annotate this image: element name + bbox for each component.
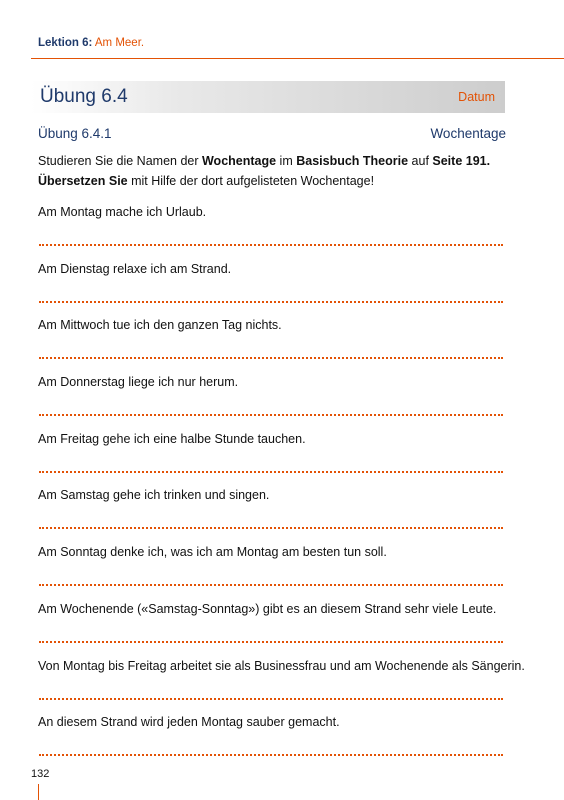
instruction-bold: Basisbuch Theorie: [296, 154, 409, 168]
answer-line[interactable]: [39, 471, 503, 473]
instruction-text: mit Hilfe der dort aufgelisteten Wochentage!: [127, 174, 375, 188]
lesson-label: Lektion 6:: [38, 37, 93, 49]
page-number: 132: [31, 768, 50, 780]
instruction-bold: Übersetzen Sie: [38, 174, 128, 188]
sub-exercise-topic: Wochentage: [430, 126, 506, 141]
header-divider: [31, 58, 564, 59]
sentence-item: [38, 374, 504, 431]
sentence-text: Am Wochenende («Samstag-Sonntag») gibt es an diesem Strand sehr viele Leute.: [38, 601, 497, 616]
answer-line[interactable]: [39, 244, 503, 246]
answer-line[interactable]: [39, 357, 503, 359]
answer-line[interactable]: [39, 698, 503, 700]
instruction-line-1: [38, 151, 508, 171]
lesson-header: [38, 36, 144, 50]
instruction-text: im: [276, 154, 297, 168]
date-label: Datum: [458, 90, 495, 104]
instruction-line-2: [38, 171, 508, 191]
sentence-text: Am Sonntag denke ich, was ich am Montag am besten tun soll.: [38, 545, 387, 560]
sentence-text: Von Montag bis Freitag arbeitet sie als Businessfrau und am Wochenende als Sängerin.: [38, 658, 525, 673]
answer-line[interactable]: [39, 414, 503, 416]
answer-line[interactable]: [39, 301, 503, 303]
answer-line[interactable]: [39, 584, 503, 586]
sentence-item: [38, 658, 525, 715]
answer-line[interactable]: [39, 527, 503, 529]
sentence-item: [38, 714, 504, 771]
instruction-bold: Wochentage: [201, 154, 277, 168]
instruction-bold: Seite 191.: [432, 154, 491, 168]
sentence-item: [38, 544, 504, 601]
sentence-text: Am Mittwoch tue ich den ganzen Tag nichts.: [38, 318, 282, 333]
sentence-text: An diesem Strand wird jeden Montag sauber gemacht.: [38, 715, 340, 730]
sentence-text: Am Samstag gehe ich trinken und singen.: [38, 488, 270, 503]
sentence-item: [38, 317, 504, 374]
answer-line[interactable]: [39, 641, 503, 643]
sentence-text: Am Dienstag relaxe ich am Strand.: [38, 261, 232, 276]
exercise-title: Übung 6.4: [40, 86, 128, 107]
sentence-text: Am Freitag gehe ich eine halbe Stunde tauchen.: [38, 431, 306, 446]
sentence-item: [38, 431, 504, 488]
sentence-item: [38, 261, 504, 318]
sub-exercise-heading: [38, 126, 506, 142]
sentence-item: [38, 601, 504, 658]
answer-line[interactable]: [39, 754, 503, 756]
sub-exercise-number: Übung 6.4.1: [38, 126, 112, 141]
sentence-list: [38, 204, 525, 771]
exercise-banner: [31, 81, 505, 113]
sentence-text: Am Montag mache ich Urlaub.: [38, 205, 207, 219]
sentence-item: [38, 487, 504, 544]
sentence-item: [38, 204, 504, 261]
instruction-text: auf: [408, 154, 433, 168]
instruction-text: Studieren Sie die Namen der: [38, 154, 202, 168]
footer-marker: [38, 784, 39, 800]
instructions: [38, 151, 508, 191]
sentence-text: Am Donnerstag liege ich nur herum.: [38, 375, 239, 390]
lesson-title: Am Meer.: [94, 37, 145, 49]
